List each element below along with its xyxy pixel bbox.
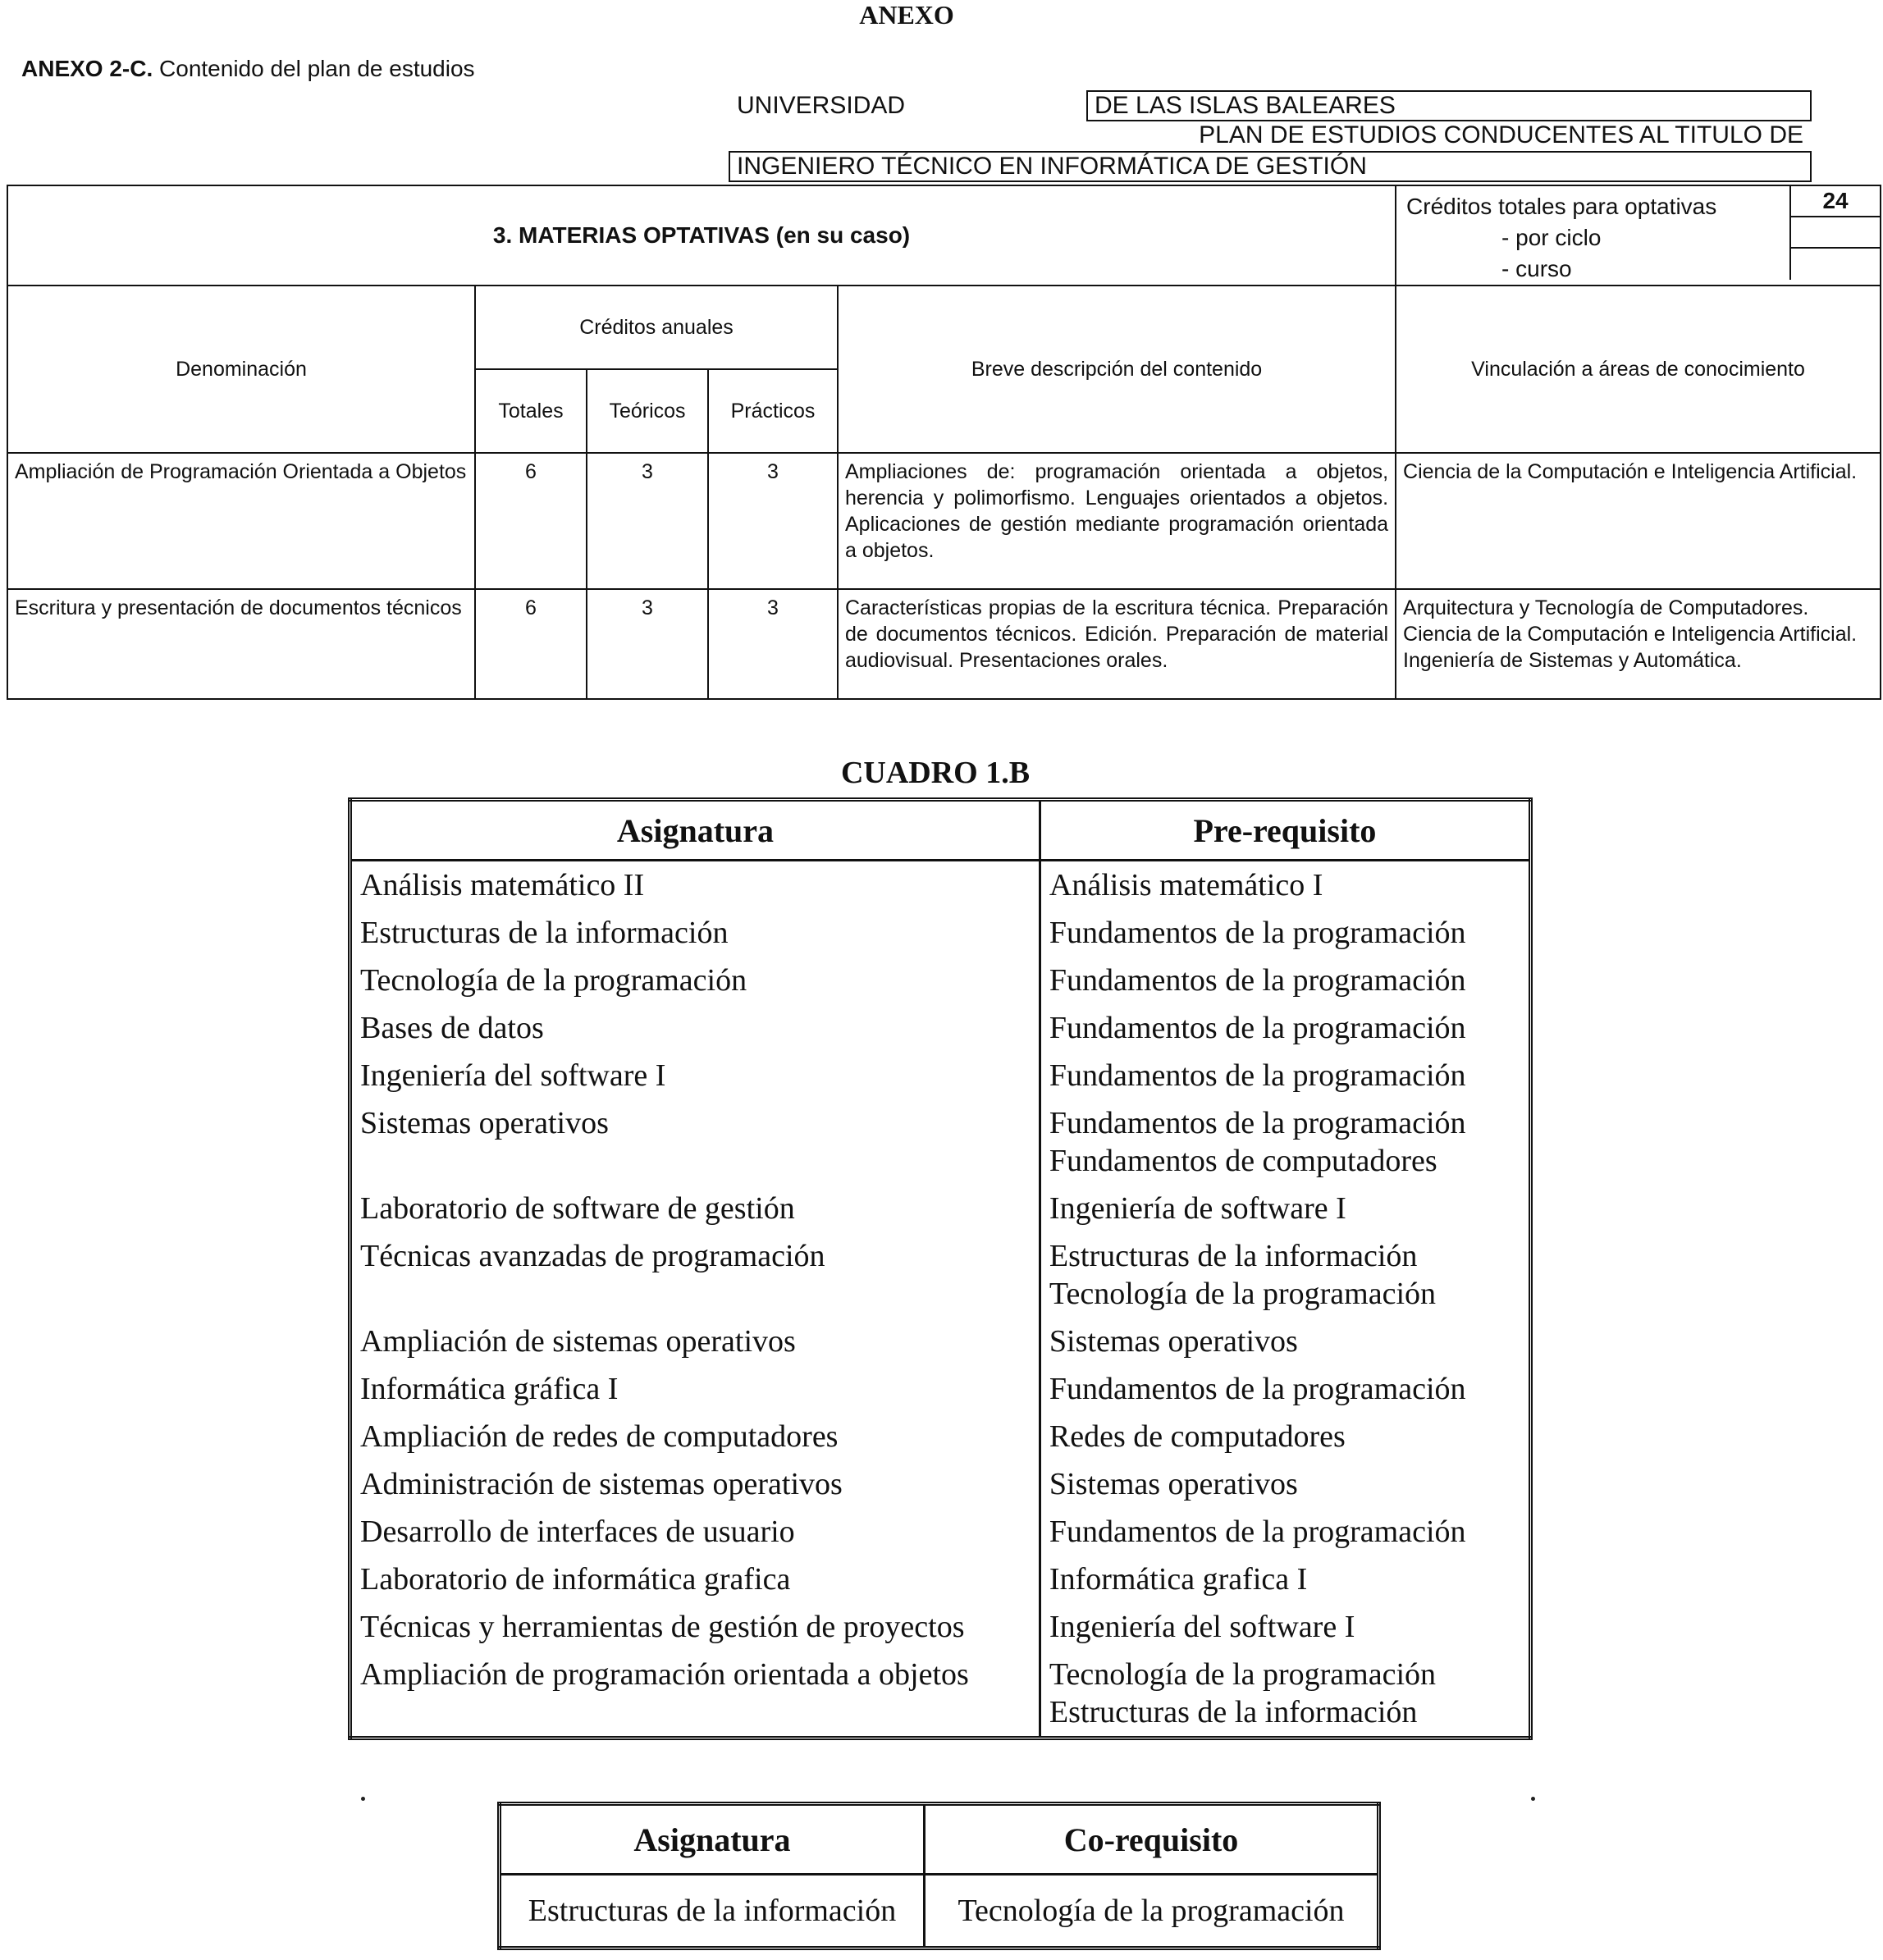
credit-boxes (1789, 186, 1880, 280)
table-row (350, 1318, 1531, 1365)
prereq-cell (1040, 1508, 1530, 1556)
subject-cell: Desarrollo de interfaces de usuario (350, 1508, 1040, 1556)
table-row (350, 1556, 1531, 1603)
table-row (350, 1232, 1531, 1318)
prereq-cell (1040, 1556, 1530, 1603)
prereq-cell (1040, 1099, 1530, 1185)
subject-cell: Ampliación de programación orientada a objetos (350, 1651, 1040, 1738)
prereq-item: Fundamentos de la programación (1049, 1011, 1466, 1045)
subject-cell: Ampliación de sistemas operativos (350, 1318, 1040, 1365)
cuadro-title: CUADRO 1.B (840, 756, 1031, 790)
subject-cell: Laboratorio de software de gestión (350, 1185, 1040, 1232)
subject-cell: Laboratorio de informática grafica (350, 1556, 1040, 1603)
university-label: UNIVERSIDAD (737, 92, 906, 119)
row-areas: Arquitectura y Tecnología de Computadores. Ciencia de la Computación e Inteligencia Artificial. Ingeniería de Sistemas y Automática. (1396, 589, 1881, 699)
per-cycle-label: - por ciclo (1501, 225, 1602, 250)
prereq-cell (1040, 1460, 1530, 1508)
table-row (350, 957, 1531, 1004)
subject-cell: Ampliación de redes de computadores (350, 1413, 1040, 1460)
prereq-cell (1040, 1365, 1530, 1413)
row-description: Características propias de la escritura técnica. Preparación de documentos técnicos. Edición. Preparación de material audiovisual. Presentaciones orales. (838, 589, 1396, 699)
subject-cell: Ingeniería del software I (350, 1052, 1040, 1099)
subject-cell: Bases de datos (350, 1004, 1040, 1052)
per-course-label: - curso (1501, 256, 1572, 281)
table-row (350, 1185, 1531, 1232)
row-theory: 3 (587, 589, 708, 699)
prereq-item: Estructuras de la información (1049, 1239, 1418, 1273)
credits-total-label: Créditos totales para optativas (1406, 194, 1717, 219)
prereq-item: Fundamentos de la programación (1049, 1515, 1466, 1549)
row-theory: 3 (587, 453, 708, 589)
prereq-cell (1040, 1603, 1530, 1651)
prereq-item: Ingeniería del software I (1049, 1610, 1355, 1644)
section-title: 3. MATERIAS OPTATIVAS (en su caso) (7, 185, 1396, 286)
per-cycle-value (1789, 217, 1880, 249)
col-practice-header: Prácticos (708, 369, 838, 453)
prereq-cell (1040, 1232, 1530, 1318)
prereq-item: Estructuras de la información (1049, 1695, 1418, 1729)
annex-heading (21, 56, 475, 82)
subject-cell: Análisis matemático II (350, 861, 1040, 910)
prereq-item: Fundamentos de la programación (1049, 1058, 1466, 1093)
prereq-item: Tecnología de la programación (1049, 1657, 1437, 1692)
subject-cell: Técnicas y herramientas de gestión de proyectos (350, 1603, 1040, 1651)
prereq-cell (1040, 1004, 1530, 1052)
row-totals: 6 (475, 589, 587, 699)
table-row (350, 861, 1531, 910)
table-row (350, 1004, 1531, 1052)
col-areas-header: Vinculación a áreas de conocimiento (1396, 286, 1881, 453)
per-course-value (1789, 249, 1880, 280)
prereq-item: Redes de computadores (1049, 1419, 1346, 1454)
table-row (7, 453, 1881, 589)
subject-cell: Informática gráfica I (350, 1365, 1040, 1413)
table-row (350, 909, 1531, 957)
table-row (350, 1460, 1531, 1508)
table-row (350, 1603, 1531, 1651)
row-practice: 3 (708, 453, 838, 589)
plan-label: PLAN DE ESTUDIOS CONDUCENTES AL TITULO DE (1199, 121, 1803, 148)
scan-mark (361, 1797, 365, 1801)
prereq-cell (1040, 1052, 1530, 1099)
prereq-item: Ingeniería de software I (1049, 1191, 1346, 1226)
table-row (350, 1365, 1531, 1413)
table-row (500, 1875, 1379, 1949)
prereq-item: Fundamentos de la programación (1049, 1372, 1466, 1406)
prereq-item: Fundamentos de la programación (1049, 963, 1466, 998)
prereq-item: Informática grafica I (1049, 1562, 1308, 1597)
col-coreq-header: Co-requisito (925, 1804, 1379, 1875)
prereq-item: Fundamentos de computadores (1049, 1144, 1437, 1178)
col-subject-header: Asignatura (350, 800, 1040, 861)
prereq-item: Análisis matemático I (1049, 868, 1323, 902)
row-description: Ampliaciones de: programación orientada a objetos, herencia y polimorfismo. Lenguajes orientados a objetos. Aplicaciones de gestión mediante programación orientada a objetos. (838, 453, 1396, 589)
subject-cell: Tecnología de la programación (350, 957, 1040, 1004)
table-row (7, 589, 1881, 699)
prereq-cell (1040, 957, 1530, 1004)
prerequisite-table (348, 797, 1533, 1740)
prereq-item: Fundamentos de la programación (1049, 1106, 1466, 1140)
col-name-header: Denominación (7, 286, 475, 453)
credits-total-value: 24 (1789, 186, 1880, 217)
prereq-item: Sistemas operativos (1049, 1324, 1298, 1359)
prereq-cell (1040, 1413, 1530, 1460)
prereq-item: Fundamentos de la programación (1049, 916, 1466, 950)
subject-cell: Administración de sistemas operativos (350, 1460, 1040, 1508)
annex-code: ANEXO 2-C. (21, 56, 153, 81)
row-totals: 6 (475, 453, 587, 589)
col-theory-header: Teóricos (587, 369, 708, 453)
prereq-item: Tecnología de la programación (1049, 1277, 1437, 1311)
col-subject-header: Asignatura (500, 1804, 925, 1875)
subject-cell: Sistemas operativos (350, 1099, 1040, 1185)
subject-cell: Técnicas avanzadas de programación (350, 1232, 1040, 1318)
table-row (350, 1508, 1531, 1556)
credit-info (1396, 185, 1881, 286)
subject-cell: Estructuras de la información (350, 909, 1040, 957)
row-practice: 3 (708, 589, 838, 699)
optativas-table (7, 185, 1881, 700)
university-value: DE LAS ISLAS BALEARES (1086, 90, 1812, 121)
col-prereq-header: Pre-requisito (1040, 800, 1530, 861)
page-title: ANEXO (859, 0, 954, 30)
prereq-item: Sistemas operativos (1049, 1467, 1298, 1501)
prerequisite-rows (350, 861, 1531, 1738)
row-name: Ampliación de Programación Orientada a Objetos (7, 453, 475, 589)
scan-mark (1531, 1797, 1535, 1801)
table-row (350, 1651, 1531, 1738)
table-row (350, 1099, 1531, 1185)
col-credits-header: Créditos anuales (475, 286, 838, 369)
table-row (350, 1413, 1531, 1460)
prereq-cell (1040, 909, 1530, 957)
prereq-cell (1040, 1651, 1530, 1738)
col-totals-header: Totales (475, 369, 587, 453)
prereq-cell (1040, 1185, 1530, 1232)
annex-description: Contenido del plan de estudios (159, 56, 475, 81)
table-row (350, 1052, 1531, 1099)
prereq-cell (1040, 861, 1530, 910)
prereq-cell (1040, 1318, 1530, 1365)
corequisite-table (497, 1802, 1381, 1950)
row-areas: Ciencia de la Computación e Inteligencia Artificial. (1396, 453, 1881, 589)
coreq-value: Tecnología de la programación (925, 1875, 1379, 1949)
row-name: Escritura y presentación de documentos técnicos (7, 589, 475, 699)
col-description-header: Breve descripción del contenido (838, 286, 1396, 453)
coreq-subject: Estructuras de la información (500, 1875, 925, 1949)
degree-title: INGENIERO TÉCNICO EN INFORMÁTICA DE GESTIÓN (729, 151, 1812, 182)
